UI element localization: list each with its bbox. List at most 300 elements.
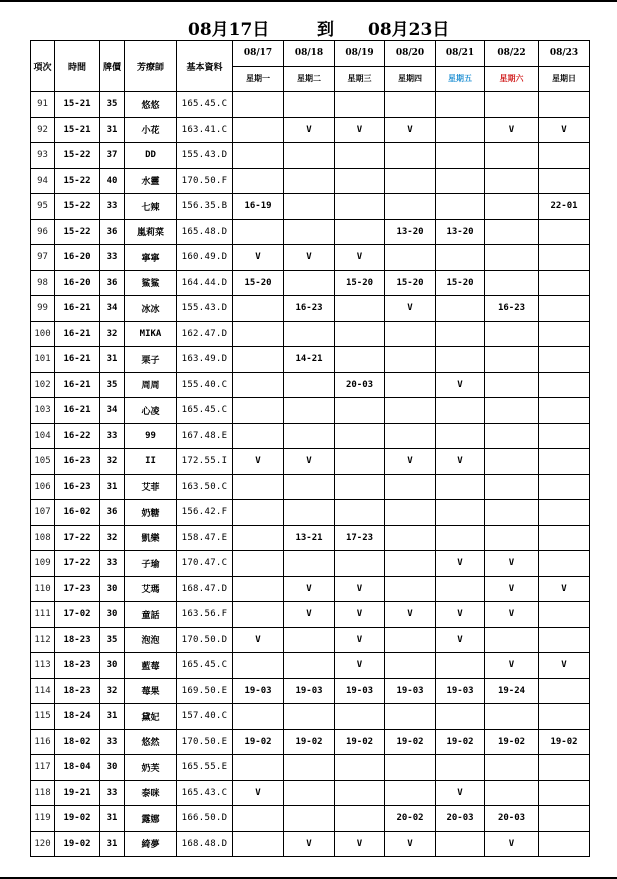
- row-day-cell: V: [385, 602, 436, 628]
- row-name: 藍莓: [125, 653, 177, 679]
- row-day-cell: 19-02: [335, 729, 385, 755]
- row-price: 35: [100, 627, 125, 653]
- row-number: 93: [31, 143, 55, 169]
- row-info: 164.44.D: [177, 270, 233, 296]
- row-day-cell: [436, 500, 485, 526]
- row-time: 16-02: [55, 500, 100, 526]
- row-day-cell: [385, 653, 436, 679]
- row-day-cell: [436, 474, 485, 500]
- table-row: [31, 831, 590, 857]
- row-day-cell: [485, 474, 539, 500]
- row-number: 101: [31, 347, 55, 373]
- row-day-cell: V: [436, 780, 485, 806]
- row-info: 170.50.F: [177, 168, 233, 194]
- row-number: 118: [31, 780, 55, 806]
- row-day-cell: 15-20: [385, 270, 436, 296]
- row-day-cell: [335, 704, 385, 730]
- header-date: 08/18: [284, 41, 335, 67]
- row-time: 15-21: [55, 92, 100, 118]
- header-date: 08/23: [539, 41, 590, 67]
- row-day-cell: V: [335, 576, 385, 602]
- row-time: 16-21: [55, 372, 100, 398]
- row-day-cell: [233, 551, 284, 577]
- row-price: 40: [100, 168, 125, 194]
- row-day-cell: [485, 270, 539, 296]
- row-day-cell: 16-23: [485, 296, 539, 322]
- row-number: 103: [31, 398, 55, 424]
- row-day-cell: [539, 474, 590, 500]
- row-day-cell: [385, 780, 436, 806]
- row-day-cell: [233, 755, 284, 781]
- row-price: 33: [100, 245, 125, 271]
- row-day-cell: [485, 627, 539, 653]
- row-day-cell: V: [436, 627, 485, 653]
- row-price: 33: [100, 194, 125, 220]
- row-day-cell: [233, 525, 284, 551]
- row-day-cell: V: [539, 117, 590, 143]
- row-day-cell: [539, 296, 590, 322]
- row-time: 16-23: [55, 449, 100, 475]
- row-info: 155.40.C: [177, 372, 233, 398]
- row-name: 心凌: [125, 398, 177, 424]
- row-info: 160.49.D: [177, 245, 233, 271]
- table-row: [31, 449, 590, 475]
- row-day-cell: [335, 806, 385, 832]
- row-price: 30: [100, 602, 125, 628]
- row-day-cell: [485, 168, 539, 194]
- row-day-cell: [485, 321, 539, 347]
- row-day-cell: [385, 755, 436, 781]
- row-day-cell: [335, 755, 385, 781]
- row-time: 15-21: [55, 117, 100, 143]
- row-name: 周周: [125, 372, 177, 398]
- row-day-cell: [233, 500, 284, 526]
- schedule-table: [30, 40, 590, 857]
- row-name: DD: [125, 143, 177, 169]
- row-price: 36: [100, 270, 125, 296]
- row-day-cell: V: [539, 576, 590, 602]
- row-day-cell: [385, 576, 436, 602]
- row-day-cell: [335, 347, 385, 373]
- row-day-cell: 19-03: [436, 678, 485, 704]
- row-number: 96: [31, 219, 55, 245]
- row-day-cell: 19-03: [233, 678, 284, 704]
- header-info: 基本資料: [177, 41, 233, 92]
- row-day-cell: 13-20: [436, 219, 485, 245]
- row-day-cell: [539, 500, 590, 526]
- row-info: 165.45.C: [177, 653, 233, 679]
- row-time: 16-23: [55, 474, 100, 500]
- table-row: [31, 321, 590, 347]
- row-day-cell: 20-02: [385, 806, 436, 832]
- row-name: 艾菲: [125, 474, 177, 500]
- row-price: 33: [100, 729, 125, 755]
- row-number: 106: [31, 474, 55, 500]
- row-info: 163.56.F: [177, 602, 233, 628]
- row-info: 157.40.C: [177, 704, 233, 730]
- row-day-cell: [233, 398, 284, 424]
- row-day-cell: 20-03: [485, 806, 539, 832]
- row-day-cell: 13-20: [385, 219, 436, 245]
- row-name: 七辣: [125, 194, 177, 220]
- row-day-cell: [539, 245, 590, 271]
- row-name: 凱樂: [125, 525, 177, 551]
- row-day-cell: 19-24: [485, 678, 539, 704]
- row-day-cell: V: [335, 627, 385, 653]
- row-day-cell: [485, 372, 539, 398]
- row-day-cell: [233, 143, 284, 169]
- row-day-cell: [284, 755, 335, 781]
- row-day-cell: 22-01: [539, 194, 590, 220]
- row-day-cell: [539, 143, 590, 169]
- table-row: [31, 627, 590, 653]
- row-name: 鯊鯊: [125, 270, 177, 296]
- row-info: 170.47.C: [177, 551, 233, 577]
- header-date: 08/20: [385, 41, 436, 67]
- header-weekday: 星期四: [385, 66, 436, 92]
- row-price: 32: [100, 321, 125, 347]
- row-day-cell: [539, 321, 590, 347]
- table-row: [31, 143, 590, 169]
- row-number: 105: [31, 449, 55, 475]
- row-day-cell: 19-02: [233, 729, 284, 755]
- row-day-cell: [335, 219, 385, 245]
- row-day-cell: [539, 780, 590, 806]
- row-day-cell: [385, 500, 436, 526]
- header-weekday: 星期三: [335, 66, 385, 92]
- row-day-cell: [233, 653, 284, 679]
- row-day-cell: [436, 117, 485, 143]
- row-day-cell: [485, 347, 539, 373]
- row-day-cell: V: [485, 117, 539, 143]
- header-weekday: 星期二: [284, 66, 335, 92]
- row-day-cell: [485, 704, 539, 730]
- row-day-cell: [485, 525, 539, 551]
- row-day-cell: [436, 576, 485, 602]
- row-day-cell: [284, 780, 335, 806]
- table-row: [31, 372, 590, 398]
- row-info: 155.43.D: [177, 296, 233, 322]
- row-day-cell: [385, 168, 436, 194]
- row-name: 悠悠: [125, 92, 177, 118]
- row-info: 163.50.C: [177, 474, 233, 500]
- row-number: 115: [31, 704, 55, 730]
- row-number: 117: [31, 755, 55, 781]
- row-day-cell: [335, 321, 385, 347]
- row-price: 36: [100, 500, 125, 526]
- row-info: 156.42.F: [177, 500, 233, 526]
- row-time: 18-04: [55, 755, 100, 781]
- table-row: [31, 780, 590, 806]
- row-time: 16-20: [55, 270, 100, 296]
- row-day-cell: V: [385, 117, 436, 143]
- row-day-cell: [436, 525, 485, 551]
- table-row: [31, 551, 590, 577]
- row-day-cell: [284, 194, 335, 220]
- table-row: [31, 678, 590, 704]
- row-day-cell: [233, 347, 284, 373]
- table-row: [31, 194, 590, 220]
- row-price: 30: [100, 653, 125, 679]
- row-day-cell: [335, 474, 385, 500]
- table-row: [31, 653, 590, 679]
- row-day-cell: [385, 551, 436, 577]
- row-day-cell: [385, 347, 436, 373]
- row-day-cell: 14-21: [284, 347, 335, 373]
- row-day-cell: 15-20: [335, 270, 385, 296]
- row-day-cell: [436, 398, 485, 424]
- row-day-cell: [539, 627, 590, 653]
- title-to: 到: [317, 20, 334, 40]
- header-name: 芳療師: [125, 41, 177, 92]
- row-time: 16-21: [55, 347, 100, 373]
- row-price: 35: [100, 372, 125, 398]
- row-day-cell: [436, 92, 485, 118]
- row-time: 17-23: [55, 576, 100, 602]
- row-day-cell: [284, 423, 335, 449]
- row-price: 33: [100, 423, 125, 449]
- row-day-cell: [233, 296, 284, 322]
- row-day-cell: [233, 423, 284, 449]
- row-day-cell: [436, 321, 485, 347]
- row-time: 15-22: [55, 219, 100, 245]
- row-day-cell: [485, 423, 539, 449]
- header-weekday: 星期一: [233, 66, 284, 92]
- row-number: 94: [31, 168, 55, 194]
- row-price: 37: [100, 143, 125, 169]
- row-day-cell: [436, 423, 485, 449]
- row-day-cell: [539, 92, 590, 118]
- row-name: 奶芙: [125, 755, 177, 781]
- row-day-cell: [436, 704, 485, 730]
- row-number: 99: [31, 296, 55, 322]
- row-day-cell: [539, 525, 590, 551]
- row-number: 91: [31, 92, 55, 118]
- row-day-cell: [539, 831, 590, 857]
- row-day-cell: [233, 806, 284, 832]
- row-day-cell: [284, 653, 335, 679]
- row-time: 18-23: [55, 678, 100, 704]
- row-day-cell: [284, 270, 335, 296]
- header-row: [31, 41, 590, 67]
- row-price: 30: [100, 755, 125, 781]
- row-number: 95: [31, 194, 55, 220]
- row-name: 99: [125, 423, 177, 449]
- top-border-line: [0, 0, 617, 2]
- row-day-cell: [233, 704, 284, 730]
- row-name: 童話: [125, 602, 177, 628]
- row-day-cell: [233, 117, 284, 143]
- header-weekday: 星期日: [539, 66, 590, 92]
- row-day-cell: [385, 372, 436, 398]
- row-day-cell: [284, 398, 335, 424]
- row-name: 子瑜: [125, 551, 177, 577]
- row-day-cell: [335, 143, 385, 169]
- row-day-cell: V: [436, 551, 485, 577]
- row-time: 16-22: [55, 423, 100, 449]
- row-name: MIKA: [125, 321, 177, 347]
- row-day-cell: [385, 398, 436, 424]
- row-time: 17-02: [55, 602, 100, 628]
- row-day-cell: [284, 551, 335, 577]
- header-price: 牌價: [100, 41, 125, 92]
- row-day-cell: V: [284, 449, 335, 475]
- row-day-cell: [385, 143, 436, 169]
- row-day-cell: [335, 551, 385, 577]
- row-day-cell: V: [335, 245, 385, 271]
- header-weekday: 星期五: [436, 66, 485, 92]
- table-row: [31, 270, 590, 296]
- table-row: [31, 602, 590, 628]
- row-day-cell: [284, 143, 335, 169]
- row-day-cell: V: [335, 831, 385, 857]
- row-day-cell: [335, 449, 385, 475]
- row-day-cell: V: [385, 449, 436, 475]
- row-day-cell: [233, 372, 284, 398]
- row-day-cell: [485, 92, 539, 118]
- row-name: 嵐莉菜: [125, 219, 177, 245]
- table-row: [31, 398, 590, 424]
- row-day-cell: [284, 372, 335, 398]
- row-day-cell: 19-03: [385, 678, 436, 704]
- row-day-cell: [436, 831, 485, 857]
- row-price: 31: [100, 704, 125, 730]
- row-time: 18-24: [55, 704, 100, 730]
- row-name: 奶糖: [125, 500, 177, 526]
- row-day-cell: 13-21: [284, 525, 335, 551]
- row-price: 30: [100, 576, 125, 602]
- row-name: 黛妃: [125, 704, 177, 730]
- table-row: [31, 117, 590, 143]
- header-date: 08/22: [485, 41, 539, 67]
- row-info: 156.35.B: [177, 194, 233, 220]
- row-day-cell: V: [485, 653, 539, 679]
- title-start-date: 08月17日: [188, 20, 270, 40]
- row-name: II: [125, 449, 177, 475]
- row-number: 100: [31, 321, 55, 347]
- row-day-cell: [539, 423, 590, 449]
- row-info: 169.50.E: [177, 678, 233, 704]
- row-day-cell: [233, 602, 284, 628]
- row-day-cell: [485, 449, 539, 475]
- row-day-cell: [539, 551, 590, 577]
- row-day-cell: 19-02: [436, 729, 485, 755]
- row-day-cell: 20-03: [436, 806, 485, 832]
- row-name: 莓果: [125, 678, 177, 704]
- table-row: [31, 525, 590, 551]
- row-day-cell: [436, 194, 485, 220]
- row-day-cell: V: [233, 627, 284, 653]
- row-day-cell: V: [539, 653, 590, 679]
- row-day-cell: [284, 474, 335, 500]
- row-info: 165.55.E: [177, 755, 233, 781]
- row-day-cell: [233, 321, 284, 347]
- row-info: 165.48.D: [177, 219, 233, 245]
- row-time: 18-02: [55, 729, 100, 755]
- row-day-cell: [485, 398, 539, 424]
- row-day-cell: [385, 92, 436, 118]
- header-date: 08/21: [436, 41, 485, 67]
- row-number: 114: [31, 678, 55, 704]
- row-info: 163.41.C: [177, 117, 233, 143]
- row-day-cell: [335, 168, 385, 194]
- table-row: [31, 168, 590, 194]
- row-day-cell: [284, 321, 335, 347]
- row-time: 16-21: [55, 321, 100, 347]
- row-day-cell: 19-02: [485, 729, 539, 755]
- row-day-cell: [335, 398, 385, 424]
- row-day-cell: V: [485, 576, 539, 602]
- table-row: [31, 296, 590, 322]
- row-day-cell: 19-03: [335, 678, 385, 704]
- row-day-cell: V: [335, 117, 385, 143]
- row-time: 16-21: [55, 398, 100, 424]
- title-end-date: 08月23日: [368, 20, 450, 40]
- row-day-cell: [485, 755, 539, 781]
- row-day-cell: [485, 245, 539, 271]
- row-price: 32: [100, 678, 125, 704]
- row-day-cell: [284, 92, 335, 118]
- row-name: 小花: [125, 117, 177, 143]
- row-price: 35: [100, 92, 125, 118]
- row-day-cell: [539, 678, 590, 704]
- row-day-cell: V: [485, 551, 539, 577]
- row-day-cell: [233, 474, 284, 500]
- row-time: 16-21: [55, 296, 100, 322]
- row-day-cell: [335, 296, 385, 322]
- row-name: 栗子: [125, 347, 177, 373]
- row-day-cell: 19-03: [284, 678, 335, 704]
- row-day-cell: [539, 398, 590, 424]
- row-day-cell: V: [284, 117, 335, 143]
- row-time: 15-22: [55, 143, 100, 169]
- row-day-cell: V: [485, 831, 539, 857]
- row-name: 露娜: [125, 806, 177, 832]
- row-time: 15-22: [55, 194, 100, 220]
- row-day-cell: [539, 168, 590, 194]
- row-day-cell: [335, 92, 385, 118]
- row-day-cell: 19-02: [539, 729, 590, 755]
- row-day-cell: [385, 525, 436, 551]
- row-price: 33: [100, 551, 125, 577]
- header-time: 時間: [55, 41, 100, 92]
- row-day-cell: [436, 245, 485, 271]
- row-info: 155.43.D: [177, 143, 233, 169]
- row-price: 31: [100, 347, 125, 373]
- row-day-cell: [335, 423, 385, 449]
- row-day-cell: V: [335, 602, 385, 628]
- table-row: [31, 755, 590, 781]
- row-day-cell: V: [335, 653, 385, 679]
- row-number: 111: [31, 602, 55, 628]
- table-row: [31, 576, 590, 602]
- table-row: [31, 704, 590, 730]
- row-day-cell: V: [233, 245, 284, 271]
- row-price: 34: [100, 398, 125, 424]
- row-day-cell: [485, 143, 539, 169]
- row-day-cell: [385, 245, 436, 271]
- row-number: 97: [31, 245, 55, 271]
- table-row: [31, 423, 590, 449]
- row-day-cell: [485, 219, 539, 245]
- row-time: 17-22: [55, 551, 100, 577]
- row-day-cell: [385, 321, 436, 347]
- row-day-cell: [436, 347, 485, 373]
- row-number: 107: [31, 500, 55, 526]
- row-day-cell: [539, 755, 590, 781]
- row-number: 108: [31, 525, 55, 551]
- row-info: 168.47.D: [177, 576, 233, 602]
